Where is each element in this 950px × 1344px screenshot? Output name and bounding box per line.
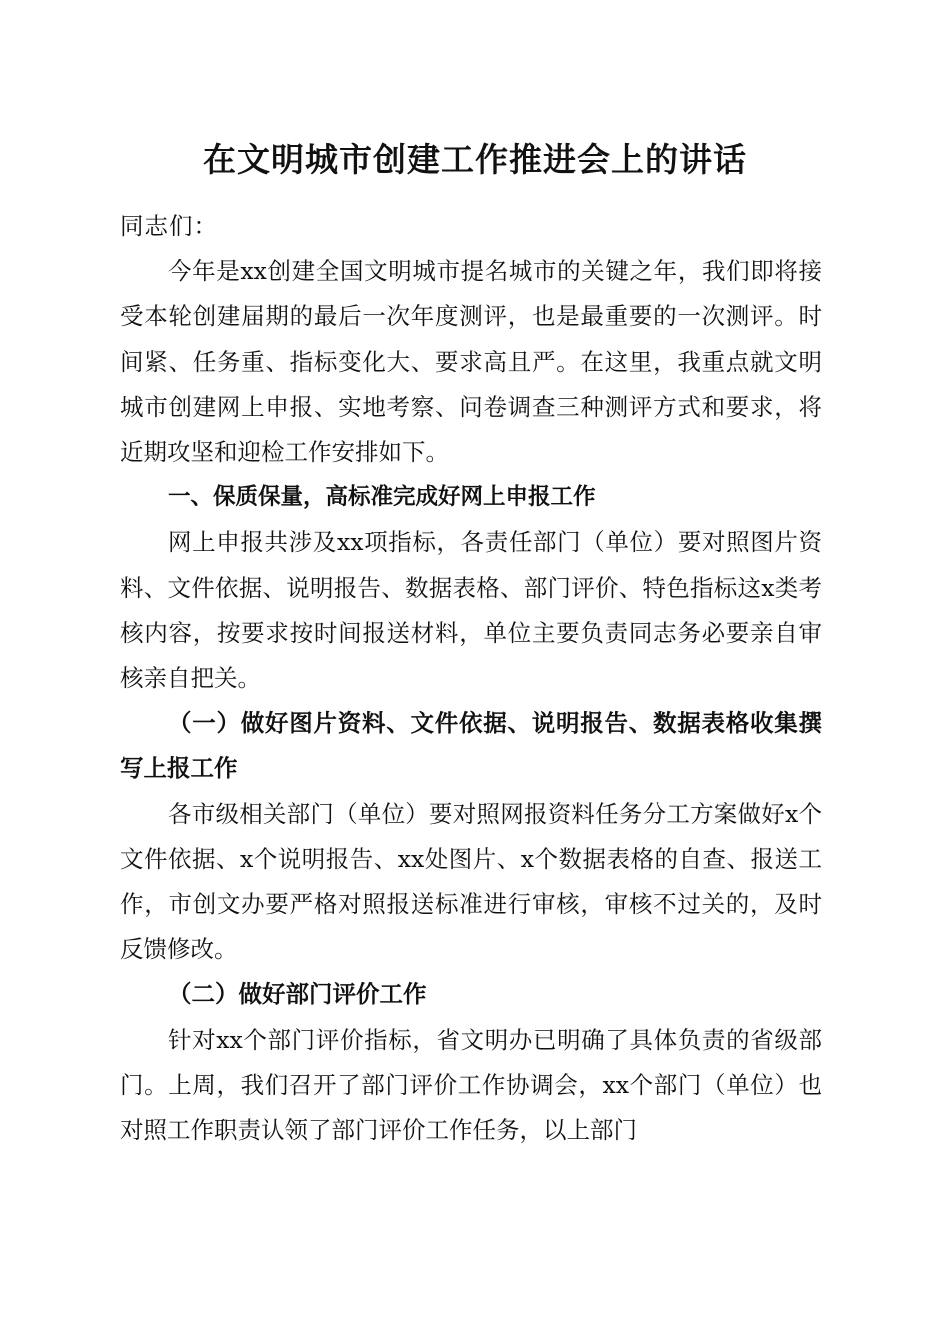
document-title: 在文明城市创建工作推进会上的讲话 bbox=[203, 140, 747, 179]
subsection-heading-1: （一）做好图片资料、文件依据、说明报告、数据表格收集撰写上报工作 bbox=[120, 709, 822, 783]
salutation: 同志们： bbox=[120, 212, 218, 240]
paragraph-subsection1-body: 各市级相关部门（单位）要对照网报资料任务分工方案做好x个文件依据、x个说明报告、xx处图片、x个数据表格的自查、报送工作，市创文办要严格对照报送标准进行审核，审核不过关的，及时反馈修改。 bbox=[120, 799, 822, 964]
section-heading-1: 一、保质保量，高标准完成好网上申报工作 bbox=[168, 484, 596, 511]
paragraph-intro: 今年是xx创建全国文明城市提名城市的关键之年，我们即将接受本轮创建届期的最后一次年度测评，也是最重要的一次测评。时间紧、任务重、指标变化大、要求高且严。在这里，我重点就文明城市创建网上申报、实地考察、问卷调查三种测评方式和要求，将近期攻坚和迎检工作安排如下。 bbox=[120, 257, 822, 467]
paragraph-section1-body: 网上申报共涉及xx项指标，各责任部门（单位）要对照图片资料、文件依据、说明报告、数据表格、部门评价、特色指标这x类考核内容，按要求按时间报送材料，单位主要负责同志务必要亲自审核亲自把关。 bbox=[120, 528, 822, 693]
subsection-heading-2: （二）做好部门评价工作 bbox=[168, 980, 427, 1009]
document-body bbox=[120, 204, 822, 1153]
paragraph-subsection2-body: 针对xx个部门评价指标，省文明办已明确了具体负责的省级部门。上周，我们召开了部门评价工作协调会，xx个部门（单位）也对照工作职责认领了部门评价工作任务，以上部门 bbox=[120, 1025, 822, 1145]
